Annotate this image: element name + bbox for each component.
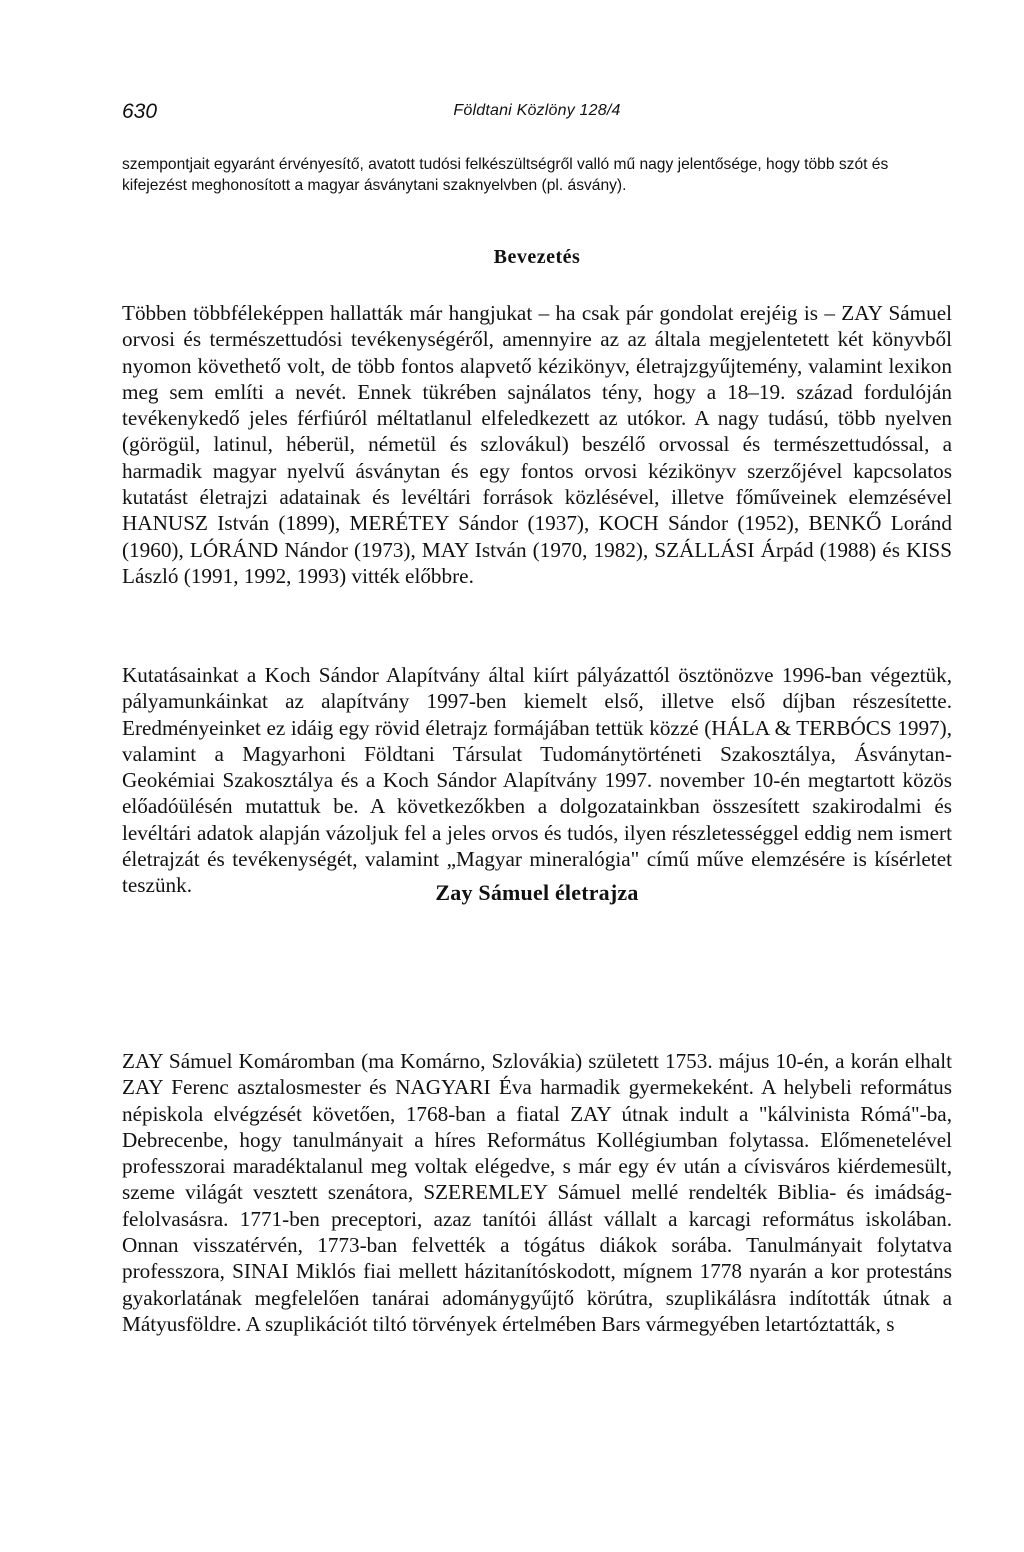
section-heading-introduction: Bevezetés [493, 246, 581, 268]
page-number: 630 [122, 100, 158, 123]
paragraph-introduction-1: Többen többféleképpen hallatták már hangjukat – ha csak pár gondolat erejéig is – ZAY Sámuel orvosi és természettudósi tevékenységéről, amennyire az az általa megjelentetett két könyvből nyomon követhető volt, de több fontos alapvető kézikönyv, életrajzgyűjtemény, valamint lexikon meg sem említi a nevét. Ennek tükrében sajnálatos tény, hogy a 18–19. század fordulóján tevékenykedő jeles férfiúról méltatlanul elfeledkezett az utókor. A nagy tudású, több nyelven (görögül, latinul, héberül, németül és szlovákul) beszélő orvossal és természettudóssal, a harmadik magyar nyelvű ásványtan és egy fontos orvosi kézikönyv szerzőjével kapcsolatos kutatást életrajzi adatainak és levéltári források közlésével, illetve főműveinek elemzésével HANUSZ István (1899), MERÉTEY Sándor (1937), KOCH Sándor (1952), BENKŐ Loránd (1960), LÓRÁND Nándor (1973), MAY István (1970, 1982), SZÁLLÁSI Árpád (1988) és KISS László (1991, 1992, 1993) vitték előbbre. [122, 301, 952, 588]
carry-over-paragraph: szempontjait egyaránt érvényesítő, avatott tudósi felkészültségről valló mű nagy jelentősége, hogy több szót és kifejezést meghonosított a magyar ásványtani szaknyelvben (pl. ásvány). [122, 156, 889, 194]
paragraph-introduction-2: Kutatásainkat a Koch Sándor Alapítvány által kiírt pályázattól ösztönözve 1996-ban végeztük, pályamunkáinkat az alapítvány 1997-ben kiemelt első, illetve első díjban részesítette. Eredményeinket ez idáig egy rövid életrajz formájában tettük közzé (HÁLA & TERBÓCS 1997), valamint a Magyarhoni Földtani Társulat Tudománytörténeti Szakosztálya, Ásványtan-Geokémiai Szakosztálya és a Koch Sándor Alapítvány 1997. november 10-én megtartott közös előadóülésén mutattuk be. A következőkben a dolgozatainkban összesített szakirodalmi és levéltári adatok alapján vázoljuk fel a jeles orvos és tudós, ilyen részletességgel eddig nem ismert életrajzát és tevékenységét, valamint „Magyar mineralógia" című műve elemzésére is kísérletet teszünk. [122, 663, 952, 898]
journal-title: Földtani Közlöny 128/4 [453, 102, 621, 119]
running-header [122, 100, 952, 128]
paragraph-biography-1: ZAY Sámuel Komáromban (ma Komárno, Szlovákia) született 1753. május 10-én, a korán elhalt ZAY Ferenc asztalosmester és NAGYARI Éva harmadik gyermekeként. A helybeli református népiskola elvégzését követően, 1768-ban a fiatal ZAY útnak indult a "kálvinista Rómá"-ba, Debrecenbe, hogy tanulmányait a híres Református Kollégiumban folytassa. Előmenetelével professzorai maradéktalanul meg voltak elégedve, s már egy év után a cívisváros kiérdemesült, szeme világát vesztett szenátora, SZEREMLEY Sámuel mellé rendelték Biblia- és imádság-felolvasásra. 1771-ben preceptori, azaz tanítói állást vállalt a karcagi református iskolában. Onnan visszatérvén, 1773-ban felvették a tógátus diákok sorába. Tanulmányait folytatva professzora, SINAI Miklós fiai mellett házitanítóskodott, mígnem 1778 nyarán a kor protestáns gyakorlatának megfelelően tanárai adománygyűjtő körútra, szuplikálásra indították útnak a Mátyusföldre. A szuplikációt tiltó törvények értelmében Bars vármegyében letartóztatták, s [122, 1049, 952, 1336]
section-heading-biography: Zay Sámuel életrajza [435, 880, 639, 905]
